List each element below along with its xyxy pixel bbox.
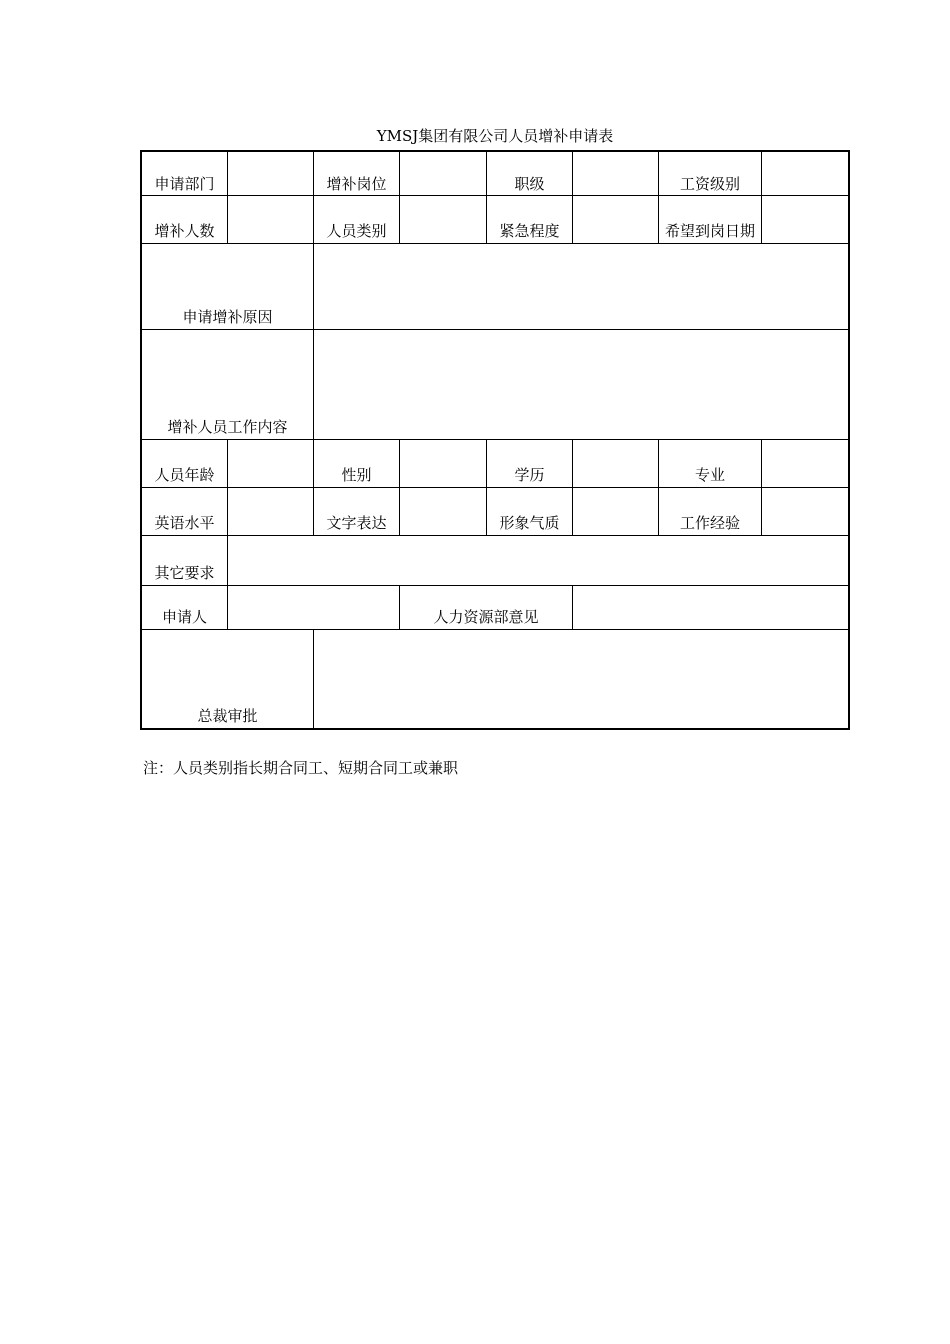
row-divider: [142, 439, 848, 440]
label-position: 增补岗位: [326, 175, 387, 193]
label-urgency: 紧急程度: [499, 222, 560, 240]
label-applicant: 申请人: [161, 608, 207, 626]
row-divider: [142, 585, 848, 586]
col-divider: [227, 536, 228, 586]
col-divider: [399, 152, 400, 244]
row-divider: [142, 487, 848, 488]
label-staff-type: 人员类别: [326, 222, 387, 240]
label-headcount: 增补人数: [154, 222, 215, 240]
row-divider: [142, 243, 848, 244]
col-divider: [572, 586, 573, 630]
label-age: 人员年龄: [154, 466, 215, 484]
col-divider: [572, 152, 573, 244]
col-divider: [761, 152, 762, 244]
label-other-requirements: 其它要求: [154, 564, 215, 582]
label-appearance: 形象气质: [499, 514, 560, 532]
label-rank: 职级: [514, 175, 545, 193]
col-divider: [313, 244, 314, 440]
application-form-table: [140, 150, 850, 730]
col-divider: [572, 440, 573, 536]
label-work-content: 增补人员工作内容: [167, 418, 288, 436]
col-divider: [313, 630, 314, 728]
row-divider: [142, 329, 848, 330]
col-divider: [227, 586, 228, 630]
label-english: 英语水平: [154, 514, 215, 532]
label-ceo-approval: 总裁审批: [197, 707, 258, 725]
label-writing: 文字表达: [326, 514, 387, 532]
label-hr-opinion: 人力资源部意见: [433, 608, 539, 626]
row-divider: [142, 195, 848, 196]
label-expected-date: 希望到岗日期: [664, 222, 755, 240]
col-divider: [761, 440, 762, 536]
label-gender: 性别: [341, 466, 372, 484]
label-salary-grade: 工资级别: [679, 175, 740, 193]
row-divider: [142, 535, 848, 536]
form-title: YMSJ集团有限公司人员增补申请表: [376, 127, 614, 145]
label-experience: 工作经验: [679, 514, 740, 532]
label-apply-department: 申请部门: [154, 175, 215, 193]
label-education: 学历: [514, 466, 545, 484]
row-divider: [142, 629, 848, 630]
label-reason: 申请增补原因: [182, 308, 273, 326]
col-divider: [227, 440, 228, 536]
label-major: 专业: [694, 466, 725, 484]
footnote: 注：人员类别指长期合同工、短期合同工或兼职: [143, 759, 459, 777]
col-divider: [399, 440, 400, 536]
col-divider: [227, 152, 228, 244]
